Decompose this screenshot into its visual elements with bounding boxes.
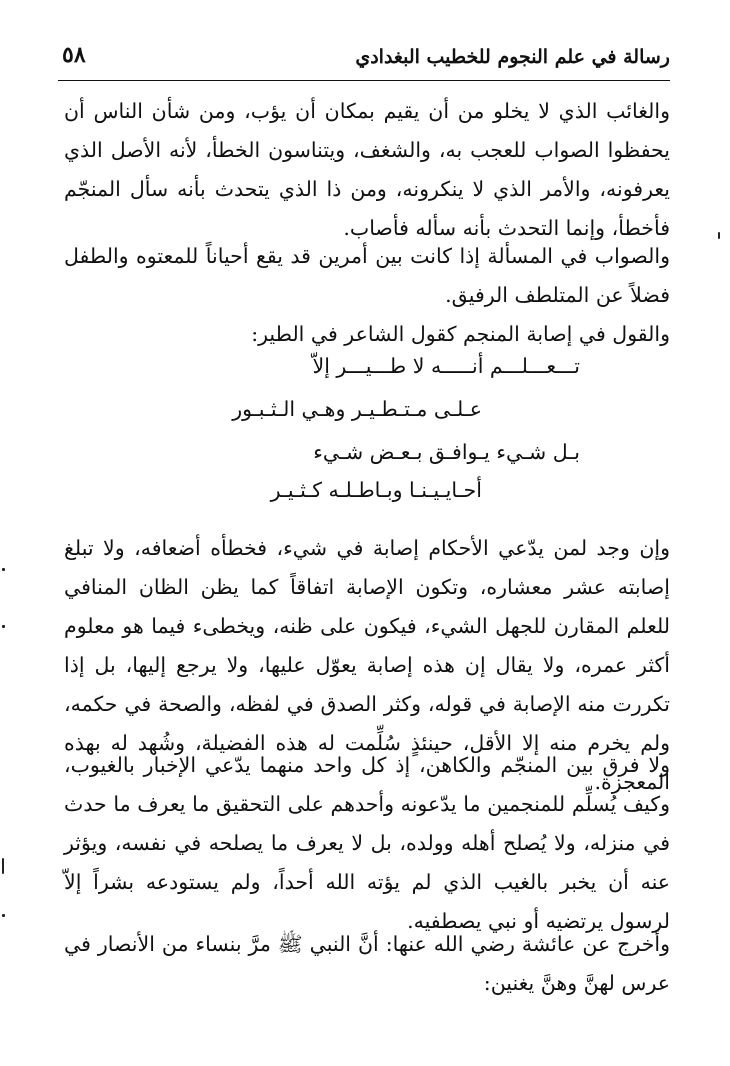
scan-mark xyxy=(718,232,720,239)
scan-mark xyxy=(2,625,5,628)
page-header xyxy=(58,40,670,80)
scan-mark xyxy=(2,914,5,917)
page-number: ٥٨ xyxy=(62,42,86,68)
poem-line-3: بـل شـيء يـوافـق بـعـض شـيء xyxy=(313,440,580,464)
paragraph-text: والغائب الذي لا يخلو من أن يقيم بمكان أن يؤب، ومن شأن الناس أن يحفظوا الصواب للعجب به، والشغف، ويتناسون الخطأ، لأنه الأصل الذي يعرفونه، والأمر الذي لا ينكرونه، ومن ذا الذي يتحدث بأنه سأل المنجّم فأخطأ، وإنما التحدث بأنه سأله فأصاب. xyxy=(64,99,670,240)
paragraph-5 xyxy=(64,746,670,941)
poem-line-1: تـــعـــلـــم أنـــــه لا طـــيـــر إلاّ xyxy=(312,354,580,378)
paragraph-text: والصواب في المسألة إذا كانت بين أمرين قد يقع أحياناً للمعتوه والطفل فضلاً عن المتلطف الرفيق. xyxy=(64,244,670,307)
poem-line-2: عـلـى مـتـطـيـر وهـي الـثـبـور xyxy=(232,397,482,421)
paragraph-1 xyxy=(64,92,670,248)
running-title: رسالة في علم النجوم للخطيب البغدادي xyxy=(355,46,670,68)
paragraph-3 xyxy=(64,315,670,354)
paragraph-text: وأخرج عن عائشة رضي الله عنها: أنَّ النبي ﷺ مرَّ بنساء من الأنصار في عرس لهنَّ وهنَّ يغنين: xyxy=(64,932,670,995)
poem-line-4: أحـايـيـنـا وبـاطـلـه كـثـيـر xyxy=(270,478,482,502)
scan-mark xyxy=(2,858,4,874)
paragraph-2 xyxy=(64,237,670,315)
poem-intro: والقول في إصابة المنجم كقول الشاعر في الطير: xyxy=(251,322,670,346)
paragraph-6 xyxy=(64,925,670,1003)
scan-mark xyxy=(2,568,5,571)
paragraph-text: وإن وجد لمن يدّعي الأحكام إصابة في شيء، فخطأه أضعافه، ولا تبلغ إصابته عشر معشاره، وتكون الإصابة اتفاقاً كما يظن الظان المنافي للعلم المقارن للجهل الشيء، فيكون على ظنه، ويخطىء فيما هو معلوم أكثر عمره، ولا يقال إن هذه إصابة يعوّل عليها، ولا يرجع إليها، بل إذا تكررت منه الإصابة في قوله، وكثر الصدق في لفظه، والصحة في حكمه، ولم يخرم منه إلا الأقل، حينئذٍ سُلِّمت له هذه الفضيلة، وشُهد له بهذه المعجزة. xyxy=(64,536,670,794)
header-divider xyxy=(58,80,670,81)
paragraph-text: ولا فرق بين المنجّم والكاهن، إذ كل واحد منهما يدّعي الإخبار بالغيوب، وكيف يُسلِّم للمنجمين ما يدّعونه وأحدهم على التحقيق ما يعرف ما حدث في منزله، ولا يُصلح أهله وولده، بل لا يعرف ما يصلحه في نفسه، ويؤثر عنه أن يخبر بالغيب الذي لم يؤته الله أحداً، ولم يستودعه بشراً إلاّ لرسول يرتضيه أو نبي يصطفيه. xyxy=(64,753,670,933)
